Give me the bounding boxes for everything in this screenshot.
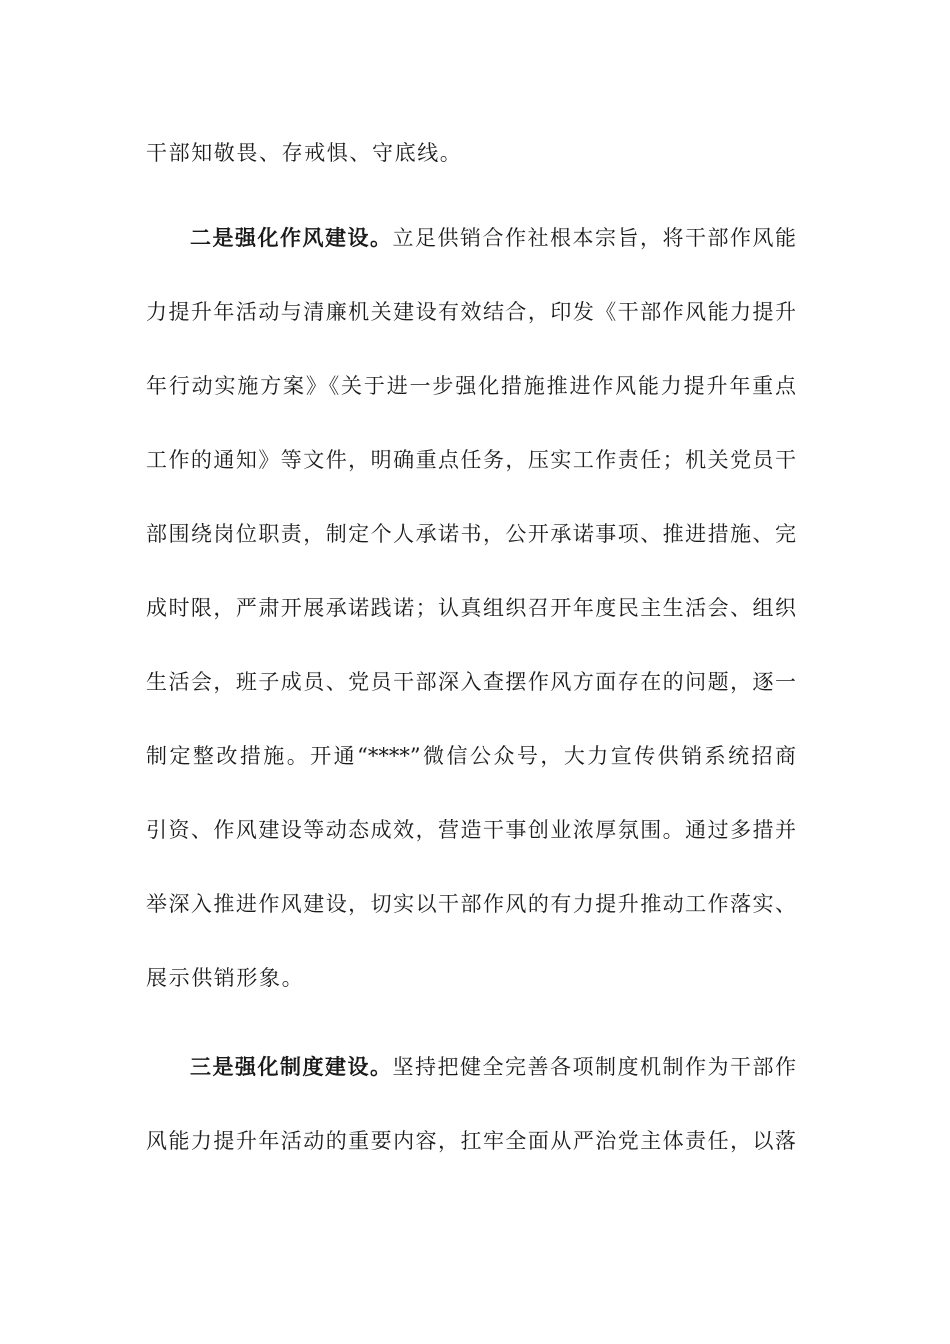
paragraph-line: 举深入推进作风建设，切实以干部作风的有力提升推动工作落实、: [146, 892, 796, 916]
paragraph-heading: 二是强化作风建设。: [190, 225, 393, 250]
paragraph-line: 三是强化制度建设。坚持把健全完善各项制度机制作为干部作: [190, 1054, 796, 1079]
paragraph-line: 年行动实施方案》《关于进一步强化措施推进作风能力提升年重点: [146, 374, 796, 398]
paragraph-line: 干部知敬畏、存戒惧、守底线。: [146, 141, 463, 165]
paragraph-line: 风能力提升年活动的重要内容，扛牢全面从严治党主体责任，以落: [146, 1129, 796, 1153]
paragraph-line: 引资、作风建设等动态成效，营造干事创业浓厚氛围。通过多措并: [146, 818, 796, 842]
paragraph-line: 制定整改措施。开通“****”微信公众号，大力宣传供销系统招商: [146, 744, 796, 768]
paragraph-line: 展示供销形象。: [146, 966, 305, 990]
paragraph-line: 成时限，严肃开展承诺践诺；认真组织召开年度民主生活会、组织: [146, 596, 796, 620]
paragraph-line: 二是强化作风建设。立足供销合作社根本宗旨，将干部作风能: [190, 225, 796, 250]
paragraph-line: 生活会，班子成员、党员干部深入查摆作风方面存在的问题，逐一: [146, 670, 796, 694]
paragraph-heading: 三是强化制度建设。: [190, 1054, 393, 1079]
paragraph-line: 工作的通知》等文件，明确重点任务，压实工作责任；机关党员干: [146, 448, 796, 472]
paragraph-line: 力提升年活动与清廉机关建设有效结合，印发《干部作风能力提升: [146, 300, 796, 324]
paragraph-line: 部围绕岗位职责，制定个人承诺书，公开承诺事项、推进措施、完: [146, 522, 796, 546]
